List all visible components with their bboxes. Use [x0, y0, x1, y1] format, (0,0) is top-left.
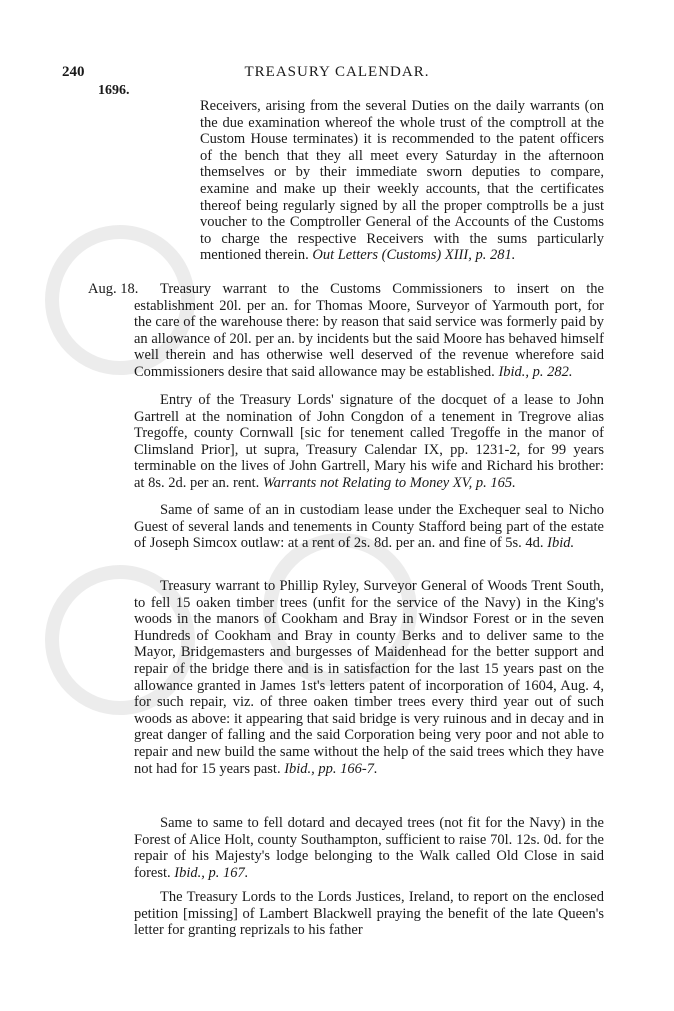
entry-text: Treasury warrant to Phillip Ryley, Surveyor General of Woods Trent South, to fell 15 oaken timber trees (unfit for the service of the Navy) in the King's woods in the manors of Cookham and Bray in Windsor Forest or in the seven Hundreds of Cookham and Bray in county Berks and to deliver same to the Mayor, Bridgemasters and burgesses of Maidenhead for the better support and repair of the bridge there and is in satisfaction for the last 15 years past on the allowance granted in James 1st's letters patent of incorporation of 1604, Aug. 4, for such repair, viz. of three oaken timber trees every third year out of such woods as above: it appearing that said bridge is very ruinous and in decay and in great danger of falling and the said Corporation being very poor and not able to repair and new build the same without the help of the said trees which they have not had for 15 years past. [134, 578, 604, 777]
entry-text: Receivers, arising from the several Duties on the daily warrants (on the due examination whereof the whole trust of the comptroll at the Custom House terminates) it is recommended to the patent officers of the bench that they all meet every Saturday in the afternoon themselves or by their immediate sworn deputies to compare, examine and make up their weekly accounts, that the certificates thereof being regularly signed by all the proper comptrolls be a just voucher to the Comptroller General of the Accounts of the Customs to charge the respective Receivers with the sums particularly mentioned therein. [200, 98, 604, 264]
entry-text: The Treasury Lords to the Lords Justices, Ireland, to report on the enclosed petition [missing] of Lambert Blackwell praying the benefit of the late Queen's letter for granting reprizals to his father [134, 889, 604, 939]
entry-reference: Out Letters (Customs) XIII, p. 281. [312, 247, 516, 264]
entry-reference: Ibid., p. 282. [498, 363, 573, 380]
entry-customs-receivers [200, 98, 604, 264]
entry-alice-holt [134, 815, 604, 881]
entry-gartrell-lease [134, 392, 604, 492]
entry-ryley-timber [134, 578, 604, 777]
entry-text: Entry of the Treasury Lords' signature of the docquet of a lease to John Gartrell at the nomination of John Congdon of a tenement in Tregrove alias Tregoffe, county Cornwall [sic for tenement called Tregoffe in the manor of Climsland Prior], ut supra, Treasury Calendar IX, pp. 1231-2, for 99 years terminable on the lives of John Gartrell, Mary his wife and Richard his brother: at 8s. 2d. per an. rent. [134, 392, 604, 491]
entry-reference: Ibid. [547, 535, 575, 552]
entry-reference: Ibid., p. 167. [174, 864, 249, 881]
entry-thomas-moore [134, 281, 604, 381]
margin-year: 1696. [98, 83, 130, 98]
entry-reference: Warrants not Relating to Money XV, p. 165. [262, 474, 516, 491]
entry-reference: Ibid., pp. 166-7. [284, 760, 378, 777]
entry-guest-lease [134, 502, 604, 552]
entry-blackwell-petition [134, 889, 604, 939]
margin-date: Aug. 18. [88, 281, 139, 297]
entry-text: Treasury warrant to the Customs Commissioners to insert on the establishment 20l. per an. for Thomas Moore, Surveyor of Yarmouth port, for the care of the warehouse there: by reason that said service was formerly paid by an allowance of 20l. per an. by incidents but the said Moore has behaved himself well therein and has otherwise well deserved of the revenue wherefore said Commissioners desire that said allowance may be established. [134, 281, 604, 380]
entry-text: Same to same to fell dotard and decayed trees (not fit for the Navy) in the Forest of Alice Holt, county Southampton, sufficient to raise 70l. 12s. 0d. for the repair of his Majesty's lodge belonging to the Walk called Old Close in said forest. [134, 815, 604, 881]
entry-text: Same of same of an in custodiam lease under the Exchequer seal to Nicho Guest of several lands and tenements in County Stafford being part of the estate of Joseph Simcox outlaw: at a rent of 2s. 8d. per an. and fine of 5s. 4d. [134, 502, 604, 552]
page-number: 240 [62, 64, 85, 80]
running-title: TREASURY CALENDAR. [244, 64, 430, 80]
